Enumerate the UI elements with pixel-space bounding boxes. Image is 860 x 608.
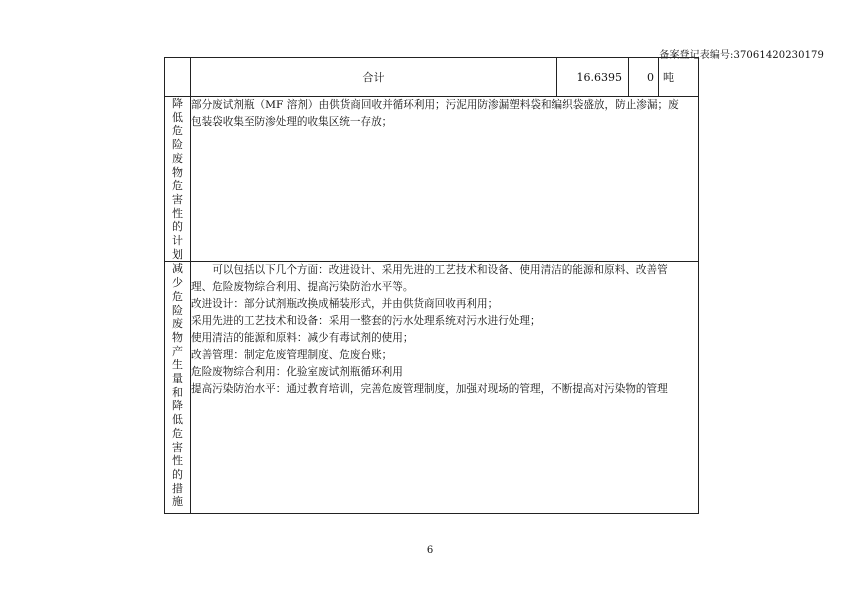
side-char: 的 [172,220,183,234]
side-char: 计 [172,234,183,248]
side-char: 划 [172,247,183,261]
side-char: 少 [172,276,183,290]
hazardous-waste-table [164,57,699,514]
side-char: 废 [172,151,183,165]
side-char: 危 [172,179,183,193]
registration-number: 备案登记表编号:37061420230179 [659,50,824,61]
side-char: 性 [172,206,183,220]
measures-line: 危险废物综合利用：化验室废试剂瓶循环利用 [191,366,403,379]
side-char: 措 [172,481,183,495]
side-char: 危 [172,124,183,138]
side-char: 危 [172,426,183,440]
total-value: 16.6395 [557,58,629,97]
measures-intro-line: 可以包括以下几个方面：改进设计、采用先进的工艺技术和设备、使用清洁的能源和原料、改善管 [212,264,668,277]
side-char: 低 [172,413,183,427]
total-row [165,58,699,97]
side-char: 产 [172,344,183,358]
side-char: 性 [172,454,183,468]
side-char: 废 [172,317,183,331]
side-char: 低 [172,110,183,124]
measures-line: 提高污染防治水平：通过教育培训，完善危废管理制度，加强对现场的管理，不断提高对污染物的管理 [191,383,668,396]
side-char: 的 [172,467,183,481]
page-number: 6 [426,545,434,556]
measures-row [165,262,699,514]
side-char: 害 [172,440,183,454]
side-char: 生 [172,358,183,372]
measures-line: 改善管理：制定危废管理制度、危废台账； [191,349,393,362]
side-char: 物 [172,330,183,344]
side-char: 施 [172,495,183,509]
plan-line: 部分废试剂瓶（MF 溶剂）由供货商回收并循环利用；污泥用防渗漏塑料袋和编织袋盛放，防止渗漏；废 [191,99,679,111]
measures-line: 采用先进的工艺技术和设备：采用一整套的污水处理系统对污水进行处理； [191,315,541,328]
side-char: 物 [172,165,183,179]
side-char: 降 [172,97,183,110]
total-side-cell [165,58,191,97]
side-char: 量 [172,372,183,386]
total-unit: 吨 [659,58,699,97]
total-label: 合计 [191,58,557,97]
measures-side-label [165,262,191,514]
side-char: 危 [172,289,183,303]
total-zero-value: 0 [629,58,659,97]
side-char: 减 [172,262,183,276]
side-char: 险 [172,138,183,152]
side-char: 险 [172,303,183,317]
measures-line: 改进设计：部分试剂瓶改换成桶装形式，并由供货商回收再利用； [191,298,499,311]
measures-line: 使用清洁的能源和原料：减少有毒试剂的使用； [191,332,414,345]
plan-content [191,97,699,262]
plan-line: 包装袋收集至防渗处理的收集区统一存放； [191,116,393,128]
measures-intro-line: 理、危险废物综合利用、提高污染防治水平等。 [191,281,414,294]
side-char: 和 [172,385,183,399]
plan-side-label [165,97,191,262]
plan-row [165,97,699,262]
measures-content [191,262,699,514]
side-char: 降 [172,399,183,413]
side-char: 害 [172,192,183,206]
